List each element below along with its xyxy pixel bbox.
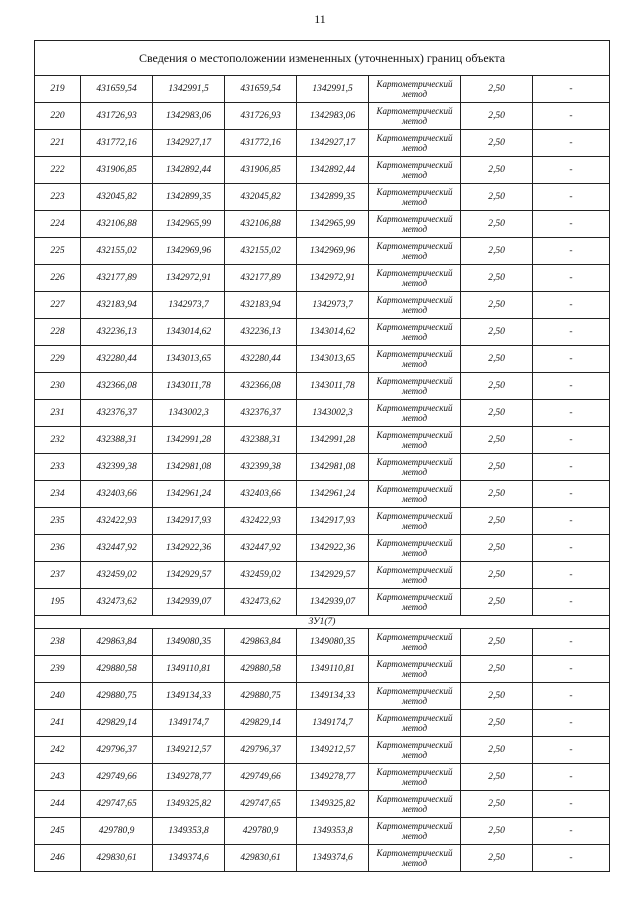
- x-existing-cell: 431659,54: [81, 76, 153, 103]
- method-cell: Картометрический метод: [369, 400, 461, 427]
- method-cell: Картометрический метод: [369, 454, 461, 481]
- y-refined-cell: 1342973,7: [297, 292, 369, 319]
- accuracy-cell: 2,50: [461, 427, 533, 454]
- accuracy-cell: 2,50: [461, 319, 533, 346]
- y-refined-cell: 1343013,65: [297, 346, 369, 373]
- table-row: [35, 656, 610, 683]
- y-existing-cell: 1342973,7: [153, 292, 225, 319]
- section-row: [35, 616, 610, 629]
- method-cell: Картометрический метод: [369, 629, 461, 656]
- x-existing-cell: 432376,37: [81, 400, 153, 427]
- point-number-cell: 225: [35, 238, 81, 265]
- point-number-cell: 243: [35, 764, 81, 791]
- x-refined-cell: 432376,37: [225, 400, 297, 427]
- x-existing-cell: 432177,89: [81, 265, 153, 292]
- table-row: [35, 211, 610, 238]
- point-number-cell: 226: [35, 265, 81, 292]
- point-number-cell: 229: [35, 346, 81, 373]
- description-cell: -: [533, 373, 610, 400]
- method-cell: Картометрический метод: [369, 238, 461, 265]
- x-refined-cell: 429780,9: [225, 818, 297, 845]
- x-refined-cell: 432403,66: [225, 481, 297, 508]
- method-cell: Картометрический метод: [369, 157, 461, 184]
- x-refined-cell: 431726,93: [225, 103, 297, 130]
- x-refined-cell: 431906,85: [225, 157, 297, 184]
- description-cell: -: [533, 791, 610, 818]
- point-number-cell: 227: [35, 292, 81, 319]
- point-number-cell: 236: [35, 535, 81, 562]
- description-cell: -: [533, 211, 610, 238]
- table-row: [35, 683, 610, 710]
- point-number-cell: 238: [35, 629, 81, 656]
- accuracy-cell: 2,50: [461, 737, 533, 764]
- y-refined-cell: 1342965,99: [297, 211, 369, 238]
- method-cell: Картометрический метод: [369, 710, 461, 737]
- description-cell: -: [533, 265, 610, 292]
- y-refined-cell: 1349374,6: [297, 845, 369, 872]
- table-row: [35, 737, 610, 764]
- accuracy-cell: 2,50: [461, 481, 533, 508]
- description-cell: -: [533, 427, 610, 454]
- table-row: [35, 818, 610, 845]
- description-cell: -: [533, 845, 610, 872]
- method-cell: Картометрический метод: [369, 427, 461, 454]
- table-row: [35, 346, 610, 373]
- x-existing-cell: 432447,92: [81, 535, 153, 562]
- y-existing-cell: 1342922,36: [153, 535, 225, 562]
- point-number-cell: 234: [35, 481, 81, 508]
- y-refined-cell: 1342917,93: [297, 508, 369, 535]
- point-number-cell: 224: [35, 211, 81, 238]
- y-existing-cell: 1349353,8: [153, 818, 225, 845]
- description-cell: -: [533, 562, 610, 589]
- y-existing-cell: 1349374,6: [153, 845, 225, 872]
- method-cell: Картометрический метод: [369, 211, 461, 238]
- section-label: ЗУ1(7): [35, 616, 610, 629]
- accuracy-cell: 2,50: [461, 508, 533, 535]
- y-existing-cell: 1342972,91: [153, 265, 225, 292]
- point-number-cell: 223: [35, 184, 81, 211]
- table-row: [35, 238, 610, 265]
- y-existing-cell: 1349110,81: [153, 656, 225, 683]
- y-refined-cell: 1342981,08: [297, 454, 369, 481]
- table-row: [35, 400, 610, 427]
- y-refined-cell: 1342927,17: [297, 130, 369, 157]
- point-number-cell: 233: [35, 454, 81, 481]
- method-cell: Картометрический метод: [369, 562, 461, 589]
- y-existing-cell: 1342929,57: [153, 562, 225, 589]
- y-existing-cell: 1343014,62: [153, 319, 225, 346]
- accuracy-cell: 2,50: [461, 265, 533, 292]
- x-existing-cell: 432366,08: [81, 373, 153, 400]
- y-existing-cell: 1342965,99: [153, 211, 225, 238]
- x-existing-cell: 432280,44: [81, 346, 153, 373]
- y-existing-cell: 1349080,35: [153, 629, 225, 656]
- method-cell: Картометрический метод: [369, 184, 461, 211]
- accuracy-cell: 2,50: [461, 764, 533, 791]
- point-number-cell: 228: [35, 319, 81, 346]
- x-refined-cell: 432366,08: [225, 373, 297, 400]
- x-refined-cell: 429747,65: [225, 791, 297, 818]
- y-existing-cell: 1342981,08: [153, 454, 225, 481]
- description-cell: -: [533, 629, 610, 656]
- y-existing-cell: 1349278,77: [153, 764, 225, 791]
- y-refined-cell: 1342892,44: [297, 157, 369, 184]
- method-cell: Картометрический метод: [369, 373, 461, 400]
- x-refined-cell: 432473,62: [225, 589, 297, 616]
- y-refined-cell: 1342969,96: [297, 238, 369, 265]
- point-number-cell: 195: [35, 589, 81, 616]
- table-row: [35, 319, 610, 346]
- method-cell: Картометрический метод: [369, 130, 461, 157]
- x-existing-cell: 432473,62: [81, 589, 153, 616]
- y-existing-cell: 1343013,65: [153, 346, 225, 373]
- table-row: [35, 535, 610, 562]
- x-existing-cell: 432106,88: [81, 211, 153, 238]
- point-number-cell: 244: [35, 791, 81, 818]
- description-cell: -: [533, 184, 610, 211]
- description-cell: -: [533, 130, 610, 157]
- x-refined-cell: 432177,89: [225, 265, 297, 292]
- x-existing-cell: 429749,66: [81, 764, 153, 791]
- y-refined-cell: 1349212,57: [297, 737, 369, 764]
- x-refined-cell: 432399,38: [225, 454, 297, 481]
- point-number-cell: 232: [35, 427, 81, 454]
- y-refined-cell: 1342961,24: [297, 481, 369, 508]
- description-cell: -: [533, 238, 610, 265]
- description-cell: -: [533, 103, 610, 130]
- y-refined-cell: 1343014,62: [297, 319, 369, 346]
- accuracy-cell: 2,50: [461, 400, 533, 427]
- y-refined-cell: 1349134,33: [297, 683, 369, 710]
- x-refined-cell: 429796,37: [225, 737, 297, 764]
- table-row: [35, 562, 610, 589]
- accuracy-cell: 2,50: [461, 292, 533, 319]
- accuracy-cell: 2,50: [461, 346, 533, 373]
- table-row: [35, 427, 610, 454]
- accuracy-cell: 2,50: [461, 184, 533, 211]
- x-existing-cell: 432045,82: [81, 184, 153, 211]
- method-cell: Картометрический метод: [369, 845, 461, 872]
- x-refined-cell: 429880,58: [225, 656, 297, 683]
- x-existing-cell: 429780,9: [81, 818, 153, 845]
- y-refined-cell: 1343011,78: [297, 373, 369, 400]
- y-existing-cell: 1343011,78: [153, 373, 225, 400]
- x-refined-cell: 429880,75: [225, 683, 297, 710]
- x-existing-cell: 432388,31: [81, 427, 153, 454]
- y-existing-cell: 1342927,17: [153, 130, 225, 157]
- x-existing-cell: 432236,13: [81, 319, 153, 346]
- accuracy-cell: 2,50: [461, 130, 533, 157]
- point-number-cell: 222: [35, 157, 81, 184]
- point-number-cell: 242: [35, 737, 81, 764]
- accuracy-cell: 2,50: [461, 656, 533, 683]
- x-refined-cell: 432459,02: [225, 562, 297, 589]
- description-cell: -: [533, 737, 610, 764]
- y-existing-cell: 1342991,28: [153, 427, 225, 454]
- accuracy-cell: 2,50: [461, 562, 533, 589]
- table-row: [35, 589, 610, 616]
- table-title: Сведения о местоположении измененных (уточненных) границ объекта: [35, 41, 610, 76]
- description-cell: -: [533, 319, 610, 346]
- y-refined-cell: 1343002,3: [297, 400, 369, 427]
- description-cell: -: [533, 481, 610, 508]
- x-refined-cell: 432045,82: [225, 184, 297, 211]
- y-existing-cell: 1342991,5: [153, 76, 225, 103]
- x-existing-cell: 432403,66: [81, 481, 153, 508]
- table-row: [35, 845, 610, 872]
- table-row: [35, 265, 610, 292]
- x-existing-cell: 429796,37: [81, 737, 153, 764]
- y-refined-cell: 1349325,82: [297, 791, 369, 818]
- method-cell: Картометрический метод: [369, 346, 461, 373]
- point-number-cell: 239: [35, 656, 81, 683]
- method-cell: Картометрический метод: [369, 265, 461, 292]
- x-refined-cell: 431659,54: [225, 76, 297, 103]
- x-refined-cell: 432183,94: [225, 292, 297, 319]
- y-refined-cell: 1342991,5: [297, 76, 369, 103]
- method-cell: Картометрический метод: [369, 103, 461, 130]
- table-row: [35, 76, 610, 103]
- x-refined-cell: 432106,88: [225, 211, 297, 238]
- method-cell: Картометрический метод: [369, 791, 461, 818]
- x-refined-cell: 432280,44: [225, 346, 297, 373]
- x-refined-cell: 429829,14: [225, 710, 297, 737]
- table-row: [35, 710, 610, 737]
- table-title-row: [35, 41, 610, 76]
- y-refined-cell: 1342922,36: [297, 535, 369, 562]
- point-number-cell: 241: [35, 710, 81, 737]
- description-cell: -: [533, 656, 610, 683]
- point-number-cell: 237: [35, 562, 81, 589]
- x-existing-cell: 429830,61: [81, 845, 153, 872]
- x-existing-cell: 432155,02: [81, 238, 153, 265]
- point-number-cell: 231: [35, 400, 81, 427]
- y-refined-cell: 1349110,81: [297, 656, 369, 683]
- accuracy-cell: 2,50: [461, 373, 533, 400]
- table-row: [35, 508, 610, 535]
- method-cell: Картометрический метод: [369, 818, 461, 845]
- table-row: [35, 629, 610, 656]
- method-cell: Картометрический метод: [369, 292, 461, 319]
- table-row: [35, 184, 610, 211]
- table-row: [35, 292, 610, 319]
- y-refined-cell: 1349278,77: [297, 764, 369, 791]
- x-refined-cell: 429749,66: [225, 764, 297, 791]
- description-cell: -: [533, 589, 610, 616]
- accuracy-cell: 2,50: [461, 683, 533, 710]
- y-existing-cell: 1342892,44: [153, 157, 225, 184]
- x-refined-cell: 432388,31: [225, 427, 297, 454]
- y-existing-cell: 1349174,7: [153, 710, 225, 737]
- table-row: [35, 373, 610, 400]
- x-existing-cell: 429880,75: [81, 683, 153, 710]
- x-existing-cell: 432399,38: [81, 454, 153, 481]
- point-number-cell: 220: [35, 103, 81, 130]
- page-number: 11: [314, 12, 326, 26]
- accuracy-cell: 2,50: [461, 211, 533, 238]
- y-existing-cell: 1342983,06: [153, 103, 225, 130]
- method-cell: Картометрический метод: [369, 508, 461, 535]
- method-cell: Картометрический метод: [369, 764, 461, 791]
- x-existing-cell: 429829,14: [81, 710, 153, 737]
- y-refined-cell: 1342929,57: [297, 562, 369, 589]
- x-refined-cell: 429863,84: [225, 629, 297, 656]
- accuracy-cell: 2,50: [461, 845, 533, 872]
- point-number-cell: 235: [35, 508, 81, 535]
- x-refined-cell: 432422,93: [225, 508, 297, 535]
- accuracy-cell: 2,50: [461, 791, 533, 818]
- description-cell: -: [533, 454, 610, 481]
- x-existing-cell: 431772,16: [81, 130, 153, 157]
- x-existing-cell: 432459,02: [81, 562, 153, 589]
- x-refined-cell: 432155,02: [225, 238, 297, 265]
- point-number-cell: 245: [35, 818, 81, 845]
- x-refined-cell: 429830,61: [225, 845, 297, 872]
- x-existing-cell: 429747,65: [81, 791, 153, 818]
- description-cell: -: [533, 400, 610, 427]
- x-refined-cell: 432236,13: [225, 319, 297, 346]
- coordinates-table: [34, 40, 610, 872]
- accuracy-cell: 2,50: [461, 454, 533, 481]
- table-row: [35, 454, 610, 481]
- accuracy-cell: 2,50: [461, 103, 533, 130]
- point-number-cell: 230: [35, 373, 81, 400]
- point-number-cell: 221: [35, 130, 81, 157]
- x-existing-cell: 432422,93: [81, 508, 153, 535]
- method-cell: Картометрический метод: [369, 656, 461, 683]
- method-cell: Картометрический метод: [369, 319, 461, 346]
- method-cell: Картометрический метод: [369, 737, 461, 764]
- description-cell: -: [533, 683, 610, 710]
- description-cell: -: [533, 292, 610, 319]
- table-row: [35, 481, 610, 508]
- accuracy-cell: 2,50: [461, 818, 533, 845]
- y-existing-cell: 1342917,93: [153, 508, 225, 535]
- table-row: [35, 764, 610, 791]
- table-row: [35, 103, 610, 130]
- y-refined-cell: 1342899,35: [297, 184, 369, 211]
- description-cell: -: [533, 764, 610, 791]
- y-refined-cell: 1349353,8: [297, 818, 369, 845]
- table-row: [35, 157, 610, 184]
- accuracy-cell: 2,50: [461, 238, 533, 265]
- description-cell: -: [533, 76, 610, 103]
- description-cell: -: [533, 818, 610, 845]
- description-cell: -: [533, 710, 610, 737]
- x-refined-cell: 431772,16: [225, 130, 297, 157]
- accuracy-cell: 2,50: [461, 589, 533, 616]
- method-cell: Картометрический метод: [369, 589, 461, 616]
- table-row: [35, 130, 610, 157]
- method-cell: Картометрический метод: [369, 76, 461, 103]
- y-existing-cell: 1343002,3: [153, 400, 225, 427]
- point-number-cell: 219: [35, 76, 81, 103]
- table-body: [35, 41, 610, 872]
- description-cell: -: [533, 346, 610, 373]
- y-existing-cell: 1342961,24: [153, 481, 225, 508]
- y-existing-cell: 1342969,96: [153, 238, 225, 265]
- method-cell: Картометрический метод: [369, 481, 461, 508]
- y-refined-cell: 1349080,35: [297, 629, 369, 656]
- accuracy-cell: 2,50: [461, 710, 533, 737]
- point-number-cell: 240: [35, 683, 81, 710]
- x-existing-cell: 431906,85: [81, 157, 153, 184]
- x-existing-cell: 429880,58: [81, 656, 153, 683]
- y-refined-cell: 1349174,7: [297, 710, 369, 737]
- description-cell: -: [533, 157, 610, 184]
- point-number-cell: 246: [35, 845, 81, 872]
- y-existing-cell: 1349134,33: [153, 683, 225, 710]
- accuracy-cell: 2,50: [461, 157, 533, 184]
- y-existing-cell: 1342899,35: [153, 184, 225, 211]
- description-cell: -: [533, 535, 610, 562]
- y-refined-cell: 1342983,06: [297, 103, 369, 130]
- y-refined-cell: 1342939,07: [297, 589, 369, 616]
- y-refined-cell: 1342991,28: [297, 427, 369, 454]
- y-refined-cell: 1342972,91: [297, 265, 369, 292]
- x-refined-cell: 432447,92: [225, 535, 297, 562]
- accuracy-cell: 2,50: [461, 629, 533, 656]
- y-existing-cell: 1349325,82: [153, 791, 225, 818]
- accuracy-cell: 2,50: [461, 76, 533, 103]
- method-cell: Картометрический метод: [369, 535, 461, 562]
- description-cell: -: [533, 508, 610, 535]
- table-row: [35, 791, 610, 818]
- y-existing-cell: 1342939,07: [153, 589, 225, 616]
- x-existing-cell: 432183,94: [81, 292, 153, 319]
- x-existing-cell: 431726,93: [81, 103, 153, 130]
- accuracy-cell: 2,50: [461, 535, 533, 562]
- y-existing-cell: 1349212,57: [153, 737, 225, 764]
- method-cell: Картометрический метод: [369, 683, 461, 710]
- x-existing-cell: 429863,84: [81, 629, 153, 656]
